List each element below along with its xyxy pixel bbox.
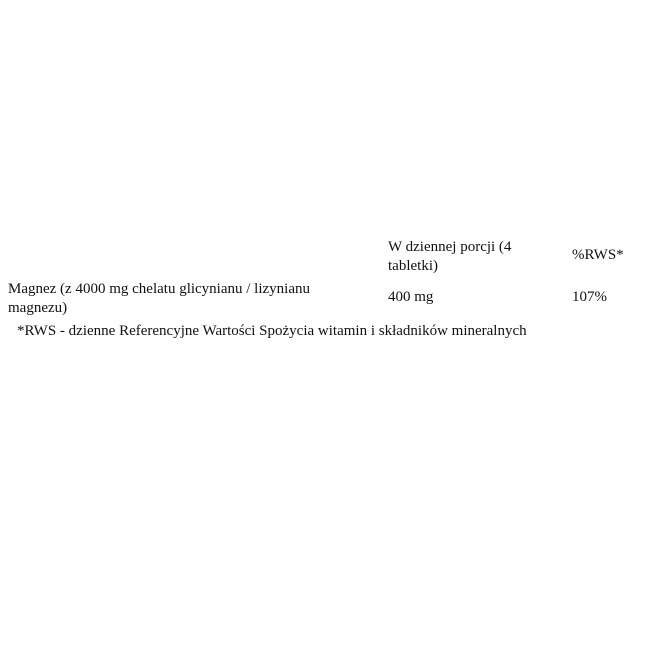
header-rws-percent: %RWS* [572,247,624,263]
rws-footnote: *RWS - dzienne Referencyjne Wartości Spożycia witamin i składników mineralnych [17,323,527,339]
ingredient-name: Magnez (z 4000 mg chelatu glicynianu / lizynianu magnezu) [8,281,310,316]
ingredient-amount: 400 mg [388,289,434,305]
ingredient-rws-percent: 107% [572,289,607,305]
header-daily-serving: W dziennej porcji (4 tabletki) [388,239,512,274]
